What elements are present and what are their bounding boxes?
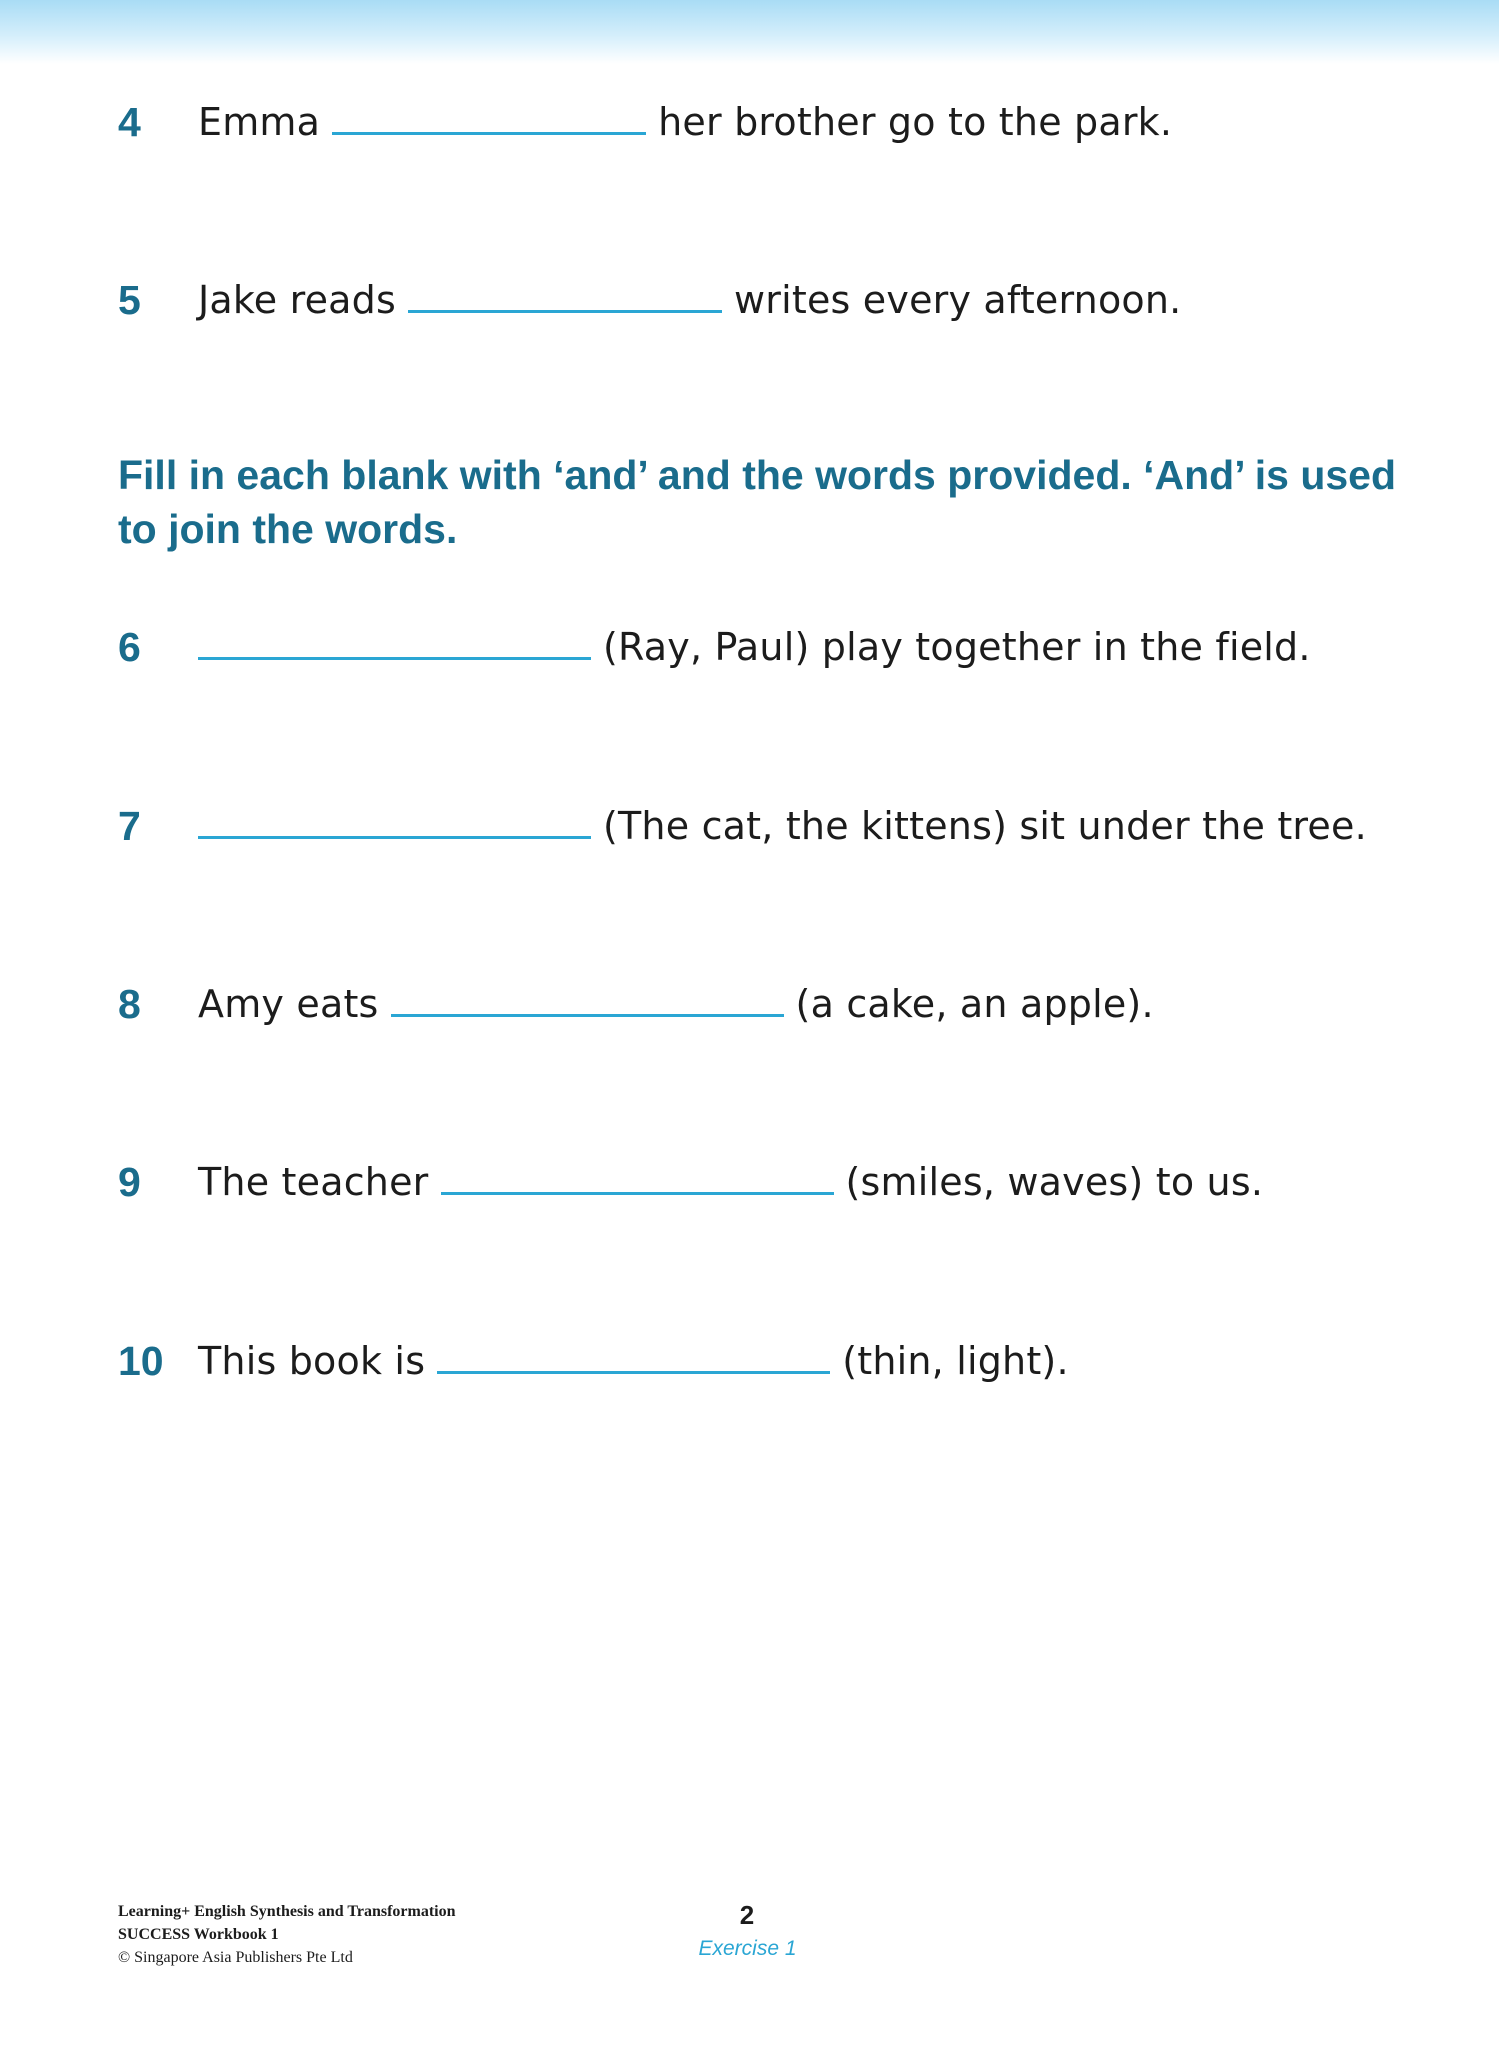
question-number: 8	[118, 981, 141, 1027]
text-before-blank: Jake reads	[198, 278, 396, 322]
question-text	[198, 1331, 1069, 1391]
text-before-blank: The teacher	[198, 1160, 429, 1204]
answer-blank[interactable]	[198, 657, 591, 660]
footer-credits	[118, 1900, 456, 1969]
text-before-blank: This book is	[198, 1339, 426, 1383]
question-text	[198, 974, 1154, 1034]
exercise-label: Exercise 1	[698, 1937, 797, 1960]
text-after-blank: writes every afternoon.	[733, 278, 1182, 322]
footer-workbook-title: SUCCESS Workbook 1	[118, 1926, 279, 1943]
footer-copyright: © Singapore Asia Publishers Pte Ltd	[118, 1949, 353, 1966]
question-text	[198, 796, 1367, 856]
question-text	[198, 1152, 1263, 1212]
question-5	[0, 270, 1499, 330]
question-number: 4	[118, 99, 141, 145]
answer-blank[interactable]	[391, 1014, 784, 1017]
answer-blank[interactable]	[441, 1192, 834, 1195]
question-6	[0, 617, 1499, 677]
question-8	[0, 974, 1499, 1034]
footer-series-title: Learning+ English Synthesis and Transformation	[118, 1903, 456, 1920]
question-number: 5	[118, 277, 141, 323]
text-after-blank: (Ray, Paul) play together in the field.	[603, 625, 1311, 669]
question-10	[0, 1331, 1499, 1391]
section-instructions: Fill in each blank with ‘and’ and the words provided. ‘And’ is used to join the words.	[118, 452, 1397, 552]
question-number: 9	[118, 1159, 141, 1205]
text-before-blank: Amy eats	[198, 982, 379, 1026]
text-after-blank: her brother go to the park.	[658, 100, 1173, 144]
question-text	[198, 270, 1181, 330]
answer-blank[interactable]	[332, 132, 646, 135]
text-before-blank: Emma	[198, 100, 321, 144]
question-number: 7	[118, 803, 141, 849]
text-after-blank: (thin, light).	[842, 1339, 1069, 1383]
text-after-blank: (smiles, waves) to us.	[845, 1160, 1264, 1204]
question-text	[198, 92, 1172, 152]
answer-blank[interactable]	[408, 310, 722, 313]
question-number: 6	[118, 624, 141, 670]
text-after-blank: (a cake, an apple).	[795, 982, 1154, 1026]
header-gradient-band	[0, 0, 1499, 64]
question-text	[198, 617, 1311, 677]
page-number: 2	[739, 1900, 755, 1930]
question-4	[0, 92, 1499, 152]
answer-blank[interactable]	[437, 1371, 830, 1374]
question-number: 10	[118, 1338, 164, 1384]
question-7	[0, 796, 1499, 856]
text-after-blank: (The cat, the kittens) sit under the tree.	[603, 804, 1367, 848]
question-9	[0, 1152, 1499, 1212]
answer-blank[interactable]	[198, 836, 591, 839]
